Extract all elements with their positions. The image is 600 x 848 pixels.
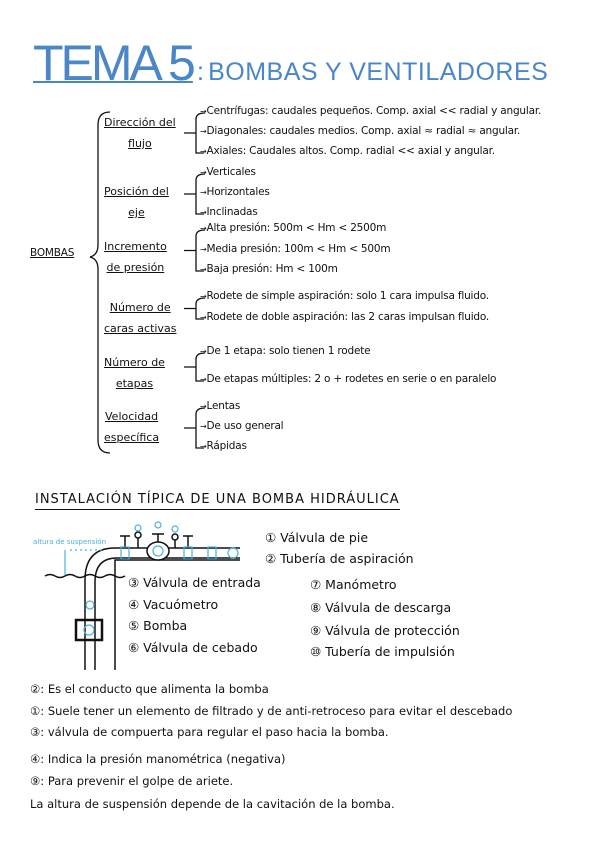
legend-item: ④ Vacuómetro — [128, 597, 219, 612]
legend-item: ⑩ Tubería de impulsión — [310, 644, 455, 659]
category-item — [200, 290, 489, 302]
arrow-icon: → — [200, 107, 207, 116]
category-label — [104, 236, 167, 278]
category-item — [200, 222, 386, 234]
category-item-text: De 1 etapa: solo tienen 1 rodete — [206, 345, 371, 357]
category-item — [200, 263, 338, 275]
category-item-text: Rodete de simple aspiración: solo 1 cara impulsa fluido. — [206, 290, 489, 302]
category-item-text: Lentas — [206, 400, 241, 412]
category-item-text: Alta presión: 500m < Hm < 2500m — [206, 222, 387, 234]
title-colon: : — [196, 56, 205, 86]
legend-item: ② Tubería de aspiración — [265, 551, 414, 566]
category-item-text: Media presión: 100m < Hm < 500m — [206, 243, 391, 255]
category-item-text: Rápidas — [206, 440, 247, 452]
category-item-text: De uso general — [206, 420, 284, 432]
category-item — [200, 125, 520, 137]
category-label — [104, 352, 165, 394]
page-subtitle: BOMBAS Y VENTILADORES — [208, 58, 549, 86]
main-brace — [90, 112, 110, 453]
arrow-icon: → — [200, 188, 207, 197]
arrow-icon: → — [200, 375, 207, 384]
page-title: TEMA 5 — [33, 35, 193, 91]
category-item — [200, 420, 283, 432]
root-label: BOMBAS — [30, 247, 75, 259]
category-item — [200, 345, 370, 357]
category-label — [104, 112, 176, 154]
category-label — [104, 181, 169, 223]
category-label-line: flujo — [128, 137, 152, 150]
category-item — [200, 145, 495, 157]
legend-item: ⑨ Válvula de protección — [310, 623, 460, 638]
category-item-text: Rodete de doble aspiración: las 2 caras impulsan fluido. — [206, 311, 490, 323]
category-item-text: Axiales: Caudales altos. Comp. radial << axial y angular. — [206, 145, 495, 157]
arrow-icon: → — [200, 313, 207, 322]
category-item-text: Diagonales: caudales medios. Comp. axial ≈ radial ≈ angular. — [206, 125, 521, 137]
legend-item: ⑥ Válvula de cebado — [128, 640, 258, 655]
category-item-text: Baja presión: Hm < 100m — [206, 263, 338, 275]
category-item-text: Centrífugas: caudales pequeños. Comp. axial << radial y angular. — [206, 105, 542, 117]
legend-item: ① Válvula de pie — [265, 530, 369, 545]
legend-item: ⑤ Bomba — [128, 618, 188, 633]
note-line: La altura de suspensión depende de la cavitación de la bomba. — [30, 797, 395, 811]
arrow-icon: → — [200, 292, 207, 301]
category-label-line: caras activas — [104, 322, 177, 335]
category-label-line: Número de — [109, 301, 171, 314]
category-item-text: Horizontales — [206, 186, 270, 198]
arrow-icon: → — [200, 127, 207, 136]
category-item-text: Verticales — [206, 166, 256, 178]
category-label-line: Posición del — [104, 185, 169, 198]
arrow-icon: → — [200, 147, 207, 156]
arrow-icon: → — [200, 402, 207, 411]
note-line: ④: Indica la presión manométrica (negativa) — [30, 752, 286, 766]
arrow-icon: → — [200, 168, 207, 177]
note-line: ③: válvula de compuerta para regular el paso hacia la bomba. — [30, 725, 389, 739]
arrow-icon: → — [200, 208, 207, 217]
arrow-icon: → — [200, 422, 207, 431]
category-item — [200, 206, 258, 218]
arrow-icon: → — [200, 265, 207, 274]
legend-item: ⑧ Válvula de descarga — [310, 600, 452, 615]
category-label — [104, 406, 159, 448]
category-item-text: De etapas múltiples: 2 o + rodetes en serie o en paralelo — [206, 373, 497, 385]
arrow-icon: → — [200, 347, 207, 356]
category-label-line: etapas — [115, 377, 154, 390]
arrow-icon: → — [200, 224, 207, 233]
category-item — [200, 186, 270, 198]
category-label — [104, 297, 176, 339]
category-label-line: Incremento — [104, 240, 167, 253]
note-line: ①: Suele tener un elemento de filtrado y de anti-retroceso para evitar el descebado — [30, 704, 513, 718]
category-item — [200, 105, 541, 117]
suspension-height-label: altura de suspensión — [33, 538, 107, 546]
category-label-line: Número de — [104, 356, 165, 369]
arrow-icon: → — [200, 245, 207, 254]
category-item — [200, 440, 247, 452]
category-item — [200, 166, 256, 178]
note-line: ⑨: Para prevenir el golpe de ariete. — [30, 774, 234, 788]
category-item — [200, 400, 240, 412]
category-item — [200, 373, 496, 385]
category-label-line: eje — [128, 206, 145, 219]
note-line: ②: Es el conducto que alimenta la bomba — [30, 682, 269, 696]
category-item — [200, 311, 489, 323]
arrow-icon: → — [200, 442, 207, 451]
category-label-line: Velocidad — [105, 410, 159, 423]
section-heading: INSTALACIÓN TÍPICA DE UNA BOMBA HIDRÁULICA — [35, 492, 400, 510]
category-item-text: Inclinadas — [206, 206, 258, 218]
legend-item: ⑦ Manómetro — [310, 577, 397, 592]
legend-item: ③ Válvula de entrada — [128, 575, 261, 590]
category-item — [200, 243, 390, 255]
category-label-line: Dirección del — [104, 116, 176, 129]
category-label-line: específica — [104, 431, 160, 444]
category-label-line: de presión — [106, 261, 165, 274]
